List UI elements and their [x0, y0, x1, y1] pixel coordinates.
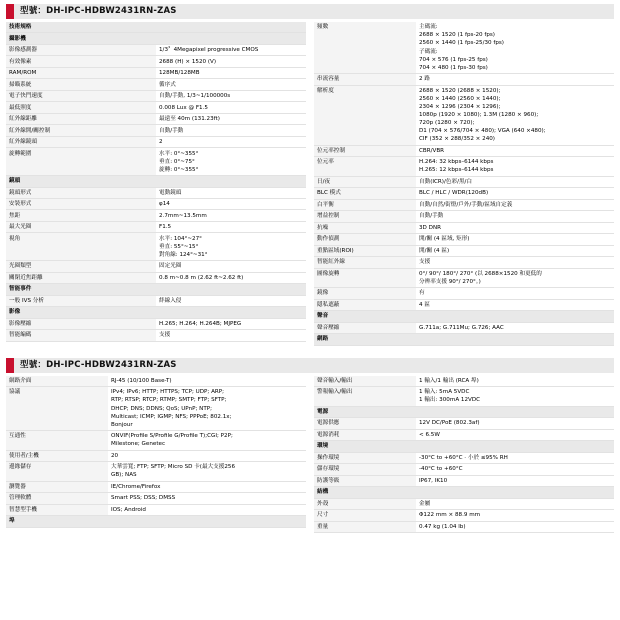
spec-row-label: 解析度: [314, 85, 416, 145]
spec-row-value-line: CBR/VBR: [419, 147, 445, 154]
spec-row-value: [156, 102, 306, 113]
spec-row-value-line: 2304 × 1296 (2304 × 1296);: [419, 103, 501, 110]
spec-row: [6, 318, 306, 329]
spec-row-value-line: 0°/ 90°/ 180°/ 270° (以 2688×1520 和更低的: [419, 270, 542, 277]
spec-row-label: 鏡像: [314, 288, 416, 299]
spec-row-label: 儲存環境: [314, 464, 416, 475]
spec-row-value-line: -30°C to +60°C · 小於 ≤95% RH: [419, 454, 508, 461]
spec-row-value: [156, 330, 306, 341]
spec-row-value-line: 128MB/128MB: [159, 70, 200, 77]
spec-row: [314, 464, 614, 475]
spec-row-label: 外殼: [314, 498, 416, 509]
spec-row: [6, 79, 306, 90]
spec-row-value-line: 開/關 (4 區): [419, 247, 450, 254]
spec-row-label: 動作偵測: [314, 234, 416, 245]
spec-row-value-line: 自動/手動: [159, 127, 184, 134]
spec-row-value: [108, 462, 306, 482]
spec-row-value-line: D1 (704 × 576/704 × 480); VGA (640 ×480);: [419, 128, 546, 135]
spec-row-value-line: IPv4; IPv6; HTTP; HTTPS; TCP; UDP; ARP;: [111, 389, 225, 396]
spec-row-value-line: 水平: 104°~27°: [159, 235, 202, 242]
spec-row-value-line: IE/Chrome/Firefox: [111, 483, 161, 490]
spec-row-label: 操作環境: [314, 452, 416, 463]
spec-row-value-line: 1 輸入: 5mA 5VDC: [419, 389, 470, 396]
spec-row-value: [416, 222, 614, 233]
spec-section-title: 影像: [6, 307, 306, 318]
spec-row-value: [416, 418, 614, 429]
spec-row-value-line: 垂直: 0°~75°: [159, 158, 195, 165]
spec-row-value: [156, 125, 306, 136]
spec-section-row: [314, 334, 614, 345]
spec-row: [6, 44, 306, 55]
spec-row: [314, 452, 614, 463]
spec-row: [6, 376, 306, 387]
spec-row-value-line: RTP; RTSP; RTCP; RTMP; SMTP; FTP; SFTP;: [111, 397, 227, 404]
spec-row-value: [416, 452, 614, 463]
spec-row-value: [156, 261, 306, 272]
spec-row-value-line: RJ-45 (10/100 Base-T): [111, 377, 172, 384]
spec-row-value: [416, 85, 614, 145]
spec-row-value: [108, 493, 306, 504]
spec-row-value-line: H.265: 12 kbps–6144 kbps: [419, 167, 494, 174]
spec-row-value-line: 有: [419, 290, 425, 297]
spec-row-label: 最大光圈: [6, 221, 156, 232]
spec-row: [6, 56, 306, 67]
spec-column-right-2: [314, 376, 614, 533]
spec-row-value: [416, 376, 614, 387]
spec-row-value: [416, 288, 614, 299]
spec-row-value-line: 自動/手動: [419, 213, 444, 220]
spec-row-label: 互通性: [6, 431, 108, 451]
spec-row-value-line: 絆線入侵: [159, 297, 182, 304]
spec-row-value-line: 水平: 0°~355°: [159, 150, 199, 157]
spec-row-label: 管理軟體: [6, 493, 108, 504]
spec-row-label: 有效像素: [6, 56, 156, 67]
spec-row-value: [416, 234, 614, 245]
spec-row-label: 網路介面: [6, 376, 108, 387]
spec-row-value-line: 1/3〞4Megapixel progressive CMOS: [159, 47, 259, 54]
spec-row-value-line: 垂直: 55°~15°: [159, 243, 199, 250]
spec-row-value-line: Bonjour: [111, 421, 133, 428]
spec-row-label: 紅外線開/關控制: [6, 125, 156, 136]
spec-row-label: 最低照度: [6, 102, 156, 113]
spec-row: [6, 102, 306, 113]
red-accent-block-1: [6, 4, 14, 19]
spec-row-value-line: F1.5: [159, 224, 172, 231]
spec-row-value: [108, 431, 306, 451]
spec-row-value: [416, 211, 614, 222]
spec-row: [6, 233, 306, 261]
spec-row: [314, 288, 614, 299]
spec-row-label: 掃瞄系統: [6, 79, 156, 90]
spec-section-title: 環境: [314, 441, 614, 452]
spec-row-value: [416, 176, 614, 187]
spec-row: [314, 176, 614, 187]
spec-table-right-2: [314, 376, 614, 533]
spec-row-value: [156, 187, 306, 198]
spec-row-value-line: 自動/自然/街燈/戶外/手動/區域自定義: [419, 201, 513, 208]
spec-columns-1: [6, 22, 614, 346]
spec-row-label: 一般 IVS 分析: [6, 295, 156, 306]
spec-row-value-line: ONVIF(Profile S/Profile G/Profile T);CGI; P2P;: [111, 433, 233, 440]
spec-row-value: [108, 376, 306, 387]
spec-row-value-line: 2688 × 1520 (1 fps-20 fps): [419, 32, 495, 39]
spec-row-value-line: 3D DNR: [419, 224, 442, 231]
spec-row-value-line: 最遠至 40m (131.23ft): [159, 116, 220, 123]
spec-section-row: [6, 22, 306, 33]
spec-row-value-line: 開/關 (4 區域, 矩形): [419, 236, 470, 243]
spec-row-label: 智慧型手機: [6, 504, 108, 515]
spec-row-label: 電源供應: [314, 418, 416, 429]
spec-row-label: 位元率控制: [314, 145, 416, 156]
spec-row-value-line: Milestone; Genetec: [111, 441, 166, 448]
spec-row-value-line: IP67, IK10: [419, 477, 448, 484]
spec-block-2: [6, 358, 614, 533]
spec-row-value: [416, 521, 614, 532]
spec-section-title: 鏡頭: [6, 176, 306, 187]
spec-row-value: [156, 148, 306, 176]
spec-column-left-1: [6, 22, 306, 346]
spec-row-label: 尺寸: [314, 510, 416, 521]
spec-row-value-line: 4 區: [419, 301, 430, 308]
spec-row: [314, 475, 614, 486]
spec-row-value-line: 主碼流:: [419, 24, 438, 31]
spec-table-right-1: [314, 22, 614, 346]
spec-row-value-line: IOS; Android: [111, 506, 146, 513]
spec-row: [6, 136, 306, 147]
spec-row-value-line: 旋轉: 0°~355°: [159, 166, 199, 173]
spec-row: [6, 113, 306, 124]
spec-row-value-line: 2 路: [419, 76, 430, 83]
spec-row-value: [108, 481, 306, 492]
spec-row-label: 白平衡: [314, 199, 416, 210]
spec-row: [6, 450, 306, 461]
spec-row-value: [108, 504, 306, 515]
spec-row-value-line: < 6.5W: [419, 431, 440, 438]
spec-row: [6, 187, 306, 198]
spec-row-label: 頻數: [314, 22, 416, 74]
spec-row: [314, 498, 614, 509]
spec-section-title: 智能事件: [6, 284, 306, 295]
spec-row-value: [416, 464, 614, 475]
spec-row-value-line: 金屬: [419, 500, 431, 507]
spec-row-value-line: 12V DC/PoE (802.3af): [419, 420, 480, 427]
spec-row-value-line: 子碼流:: [419, 48, 438, 55]
spec-row-value-line: 2688 (H) × 1520 (V): [159, 58, 217, 65]
spec-row: [314, 199, 614, 210]
spec-row-value-line: 1 輸出: 300mA 12VDC: [419, 397, 481, 404]
spec-row-value-line: DHCP; DNS; DDNS; QoS; UPnP; NTP;: [111, 405, 213, 412]
spec-section-row: [6, 516, 306, 527]
spec-row-label: 隱私遮蔽: [314, 299, 416, 310]
spec-row-value-line: 2560 × 1440 (2560 × 1440);: [419, 95, 501, 102]
spec-row-value: [416, 245, 614, 256]
spec-row-label: 防護等級: [314, 475, 416, 486]
spec-section-title: 電源: [314, 406, 614, 417]
spec-row: [6, 199, 306, 210]
spec-row-value: [156, 221, 306, 232]
spec-row-label: 智能紅外線: [314, 257, 416, 268]
spec-row: [314, 429, 614, 440]
spec-row: [6, 387, 306, 431]
spec-row-value-line: 704 × 576 (1 fps-25 fps): [419, 56, 488, 63]
spec-row-label: 瀏覽器: [6, 481, 108, 492]
spec-row-value: [416, 145, 614, 156]
spec-row-value-line: 0.8 m~0.8 m (2.62 ft~2.62 ft): [159, 274, 244, 281]
spec-row-value-line: G.711a; G.711Mu; G.726; AAC: [419, 324, 504, 331]
spec-row: [314, 257, 614, 268]
spec-row-value-line: 分辨率支援 90°/ 270°。): [419, 278, 481, 285]
spec-row-value-line: φ14: [159, 201, 170, 208]
spec-row-value: [416, 188, 614, 199]
spec-table-left-2: [6, 376, 306, 528]
spec-row-label: 協議: [6, 387, 108, 431]
spec-row-value-line: 2.7mm~13.5mm: [159, 212, 207, 219]
spec-row-value: [156, 318, 306, 329]
spec-row-value: [108, 450, 306, 461]
spec-row-label: BLC 模式: [314, 188, 416, 199]
spec-row-value: [416, 22, 614, 74]
spec-row: [314, 211, 614, 222]
spec-row-label: 位元率: [314, 157, 416, 177]
spec-row: [6, 67, 306, 78]
spec-section-row: [6, 307, 306, 318]
spec-row-value-line: 704 × 480 (1 fps-30 fps): [419, 64, 488, 71]
spec-row-value-line: 20: [111, 452, 119, 459]
spec-row-value-line: 對角線: 124°~31°: [159, 251, 208, 258]
spec-row: [6, 481, 306, 492]
spec-row-value-line: 0.47 kg (1.04 lb): [419, 523, 466, 530]
spec-row-label: 邊緣儲存: [6, 462, 108, 482]
spec-row-value: [156, 113, 306, 124]
spec-section-row: [314, 406, 614, 417]
spec-row-label: 增益控制: [314, 211, 416, 222]
spec-section-row: [314, 311, 614, 322]
spec-row-value: [156, 199, 306, 210]
spec-row-value-line: 1 輸入/1 輸出 (RCA 埠): [419, 377, 479, 384]
spec-row-value-line: H.265; H.264; H.264B; MJPEG: [159, 320, 242, 327]
spec-column-right-1: [314, 22, 614, 346]
spec-row-label: 影像壓縮: [6, 318, 156, 329]
spec-row-label: 警報輸入/輸出: [314, 387, 416, 407]
spec-row-value-line: Φ122 mm × 88.9 mm: [419, 512, 481, 519]
spec-section-row: [6, 33, 306, 44]
spec-row-value-line: 大華雲寬; FTP; SFTP; Micro SD 卡(最大支援256: [111, 464, 236, 471]
spec-row-label: 光圈類型: [6, 261, 156, 272]
spec-section-title: 埠: [6, 516, 306, 527]
model-header-bar-1: [6, 4, 614, 19]
spec-row: [6, 261, 306, 272]
spec-row-value: [416, 74, 614, 85]
spec-row-label: 聲音輸入/輸出: [314, 376, 416, 387]
spec-row: [314, 234, 614, 245]
spec-row-label: 使用者/主機: [6, 450, 108, 461]
spec-row-value-line: 1080p (1920 × 1080); 1.3M (1280 × 960);: [419, 112, 539, 119]
spec-row-label: 紅外線距離: [6, 113, 156, 124]
spec-row-label: 紅外線鏡頭: [6, 136, 156, 147]
spec-row-value: [416, 429, 614, 440]
spec-row: [314, 299, 614, 310]
spec-row-value: [156, 44, 306, 55]
spec-row-value: [108, 387, 306, 431]
spec-row: [314, 418, 614, 429]
spec-row-value: [416, 299, 614, 310]
spec-row-label: 電子快門速度: [6, 90, 156, 101]
spec-row-value: [156, 136, 306, 147]
spec-row-value-line: 支援: [419, 259, 431, 266]
spec-row-label: 視角: [6, 233, 156, 261]
spec-row-value: [416, 498, 614, 509]
spec-row-value-line: 固定光圈: [159, 263, 182, 270]
spec-row-value: [416, 510, 614, 521]
spec-row-value: [156, 56, 306, 67]
spec-section-row: [6, 176, 306, 187]
spec-row-value-line: H.264: 32 kbps–6144 kbps: [419, 159, 494, 166]
spec-row-value-line: 2560 × 1440 (1 fps-25/30 fps): [419, 40, 504, 47]
spec-table-left-1: [6, 22, 306, 342]
spec-row: [314, 22, 614, 74]
spec-row-label: RAM/ROM: [6, 67, 156, 78]
model-title-1: 型號：DH-IPC-HDBW2431RN-ZAS: [14, 4, 614, 19]
spec-row-value-line: 自動(ICR)/色彩/黑/白: [419, 178, 473, 185]
spec-row-value: [156, 67, 306, 78]
spec-row-value-line: -40°C to +60°C: [419, 466, 463, 473]
spec-row-label: 旋轉範圍: [6, 148, 156, 176]
spec-row: [6, 90, 306, 101]
red-accent-block-2: [6, 358, 14, 373]
spec-row-label: 安裝形式: [6, 199, 156, 210]
spec-row-value: [416, 257, 614, 268]
spec-row: [314, 322, 614, 333]
spec-row-value-line: CIF (352 × 288/352 × 240): [419, 136, 495, 143]
spec-row: [314, 74, 614, 85]
spec-row: [314, 376, 614, 387]
spec-row-value-line: BLC / HLC / WDR(120dB): [419, 190, 489, 197]
spec-section-row: [6, 284, 306, 295]
spec-row-label: 串流容量: [314, 74, 416, 85]
spec-row: [6, 210, 306, 221]
spec-row: [6, 431, 306, 451]
spec-row-value: [156, 233, 306, 261]
spec-row: [314, 85, 614, 145]
spec-row-label: 智能編碼: [6, 330, 156, 341]
spec-row-label: 重點區域(ROI): [314, 245, 416, 256]
spec-row-value-line: 電動鏡頭: [159, 189, 182, 196]
spec-row-value: [416, 322, 614, 333]
spec-row: [6, 221, 306, 232]
spec-columns-2: [6, 376, 614, 533]
spec-row-value-line: Multicast; ICMP; IGMP; NFS; PPPoE; 802.1x;: [111, 413, 232, 420]
spec-section-title: 攝影機: [6, 33, 306, 44]
spec-row: [314, 268, 614, 288]
spec-section-title: 聲音: [314, 311, 614, 322]
spec-row-value: [156, 210, 306, 221]
spec-row: [314, 245, 614, 256]
spec-row-value: [156, 295, 306, 306]
spec-row: [314, 145, 614, 156]
spec-row: [6, 462, 306, 482]
spec-row-value-line: 0.008 Lux @ F1.5: [159, 104, 208, 111]
spec-row: [6, 272, 306, 283]
spec-column-left-2: [6, 376, 306, 533]
spec-row: [314, 188, 614, 199]
spec-row-label: 電源消耗: [314, 429, 416, 440]
spec-row: [314, 521, 614, 532]
spec-row-value-line: 2: [159, 139, 163, 146]
spec-row-value: [416, 387, 614, 407]
spec-row: [6, 295, 306, 306]
spec-row-value-line: 720p (1280 × 720);: [419, 120, 475, 127]
spec-row: [6, 148, 306, 176]
spec-row-label: 日/夜: [314, 176, 416, 187]
spec-section-title: 技術規格: [6, 22, 306, 33]
spec-row: [6, 125, 306, 136]
spec-row-value-line: 2688 × 1520 (2688 × 1520);: [419, 87, 501, 94]
spec-row: [6, 504, 306, 515]
spec-row: [314, 222, 614, 233]
spec-row-label: 圖像旋轉: [314, 268, 416, 288]
spec-row-value: [156, 272, 306, 283]
spec-section-row: [314, 487, 614, 498]
spec-row-value-line: GB); NAS: [111, 472, 137, 479]
spec-row-value: [416, 268, 614, 288]
spec-row-label: 影像感測器: [6, 44, 156, 55]
spec-row-value-line: 支援: [159, 332, 171, 339]
spec-row-label: 關閉近焦距離: [6, 272, 156, 283]
spec-row-label: 焦距: [6, 210, 156, 221]
spec-row: [6, 493, 306, 504]
spec-row-value-line: 自動/手動, 1/3~1/100000s: [159, 93, 231, 100]
spec-row: [314, 387, 614, 407]
spec-row-label: 鏡頭形式: [6, 187, 156, 198]
model-header-bar-2: [6, 358, 614, 373]
spec-row: [314, 510, 614, 521]
spec-row-value: [416, 199, 614, 210]
spec-row-value-line: 循序式: [159, 81, 176, 88]
model-title-2: 型號：DH-IPC-HDBW2431RN-ZAS: [14, 358, 614, 373]
spec-row-label: 重量: [314, 521, 416, 532]
spec-section-title: 結構: [314, 487, 614, 498]
spec-row-value-line: Smart PSS; DSS; DMSS: [111, 495, 176, 502]
spec-row-label: 抗噪: [314, 222, 416, 233]
spec-row-value: [416, 157, 614, 177]
spec-row-value: [156, 79, 306, 90]
spec-row: [6, 330, 306, 341]
spec-row: [314, 157, 614, 177]
spec-row-label: 聲音壓縮: [314, 322, 416, 333]
spec-row-value: [416, 475, 614, 486]
spec-section-title: 網路: [314, 334, 614, 345]
spec-section-row: [314, 441, 614, 452]
spec-row-value: [156, 90, 306, 101]
